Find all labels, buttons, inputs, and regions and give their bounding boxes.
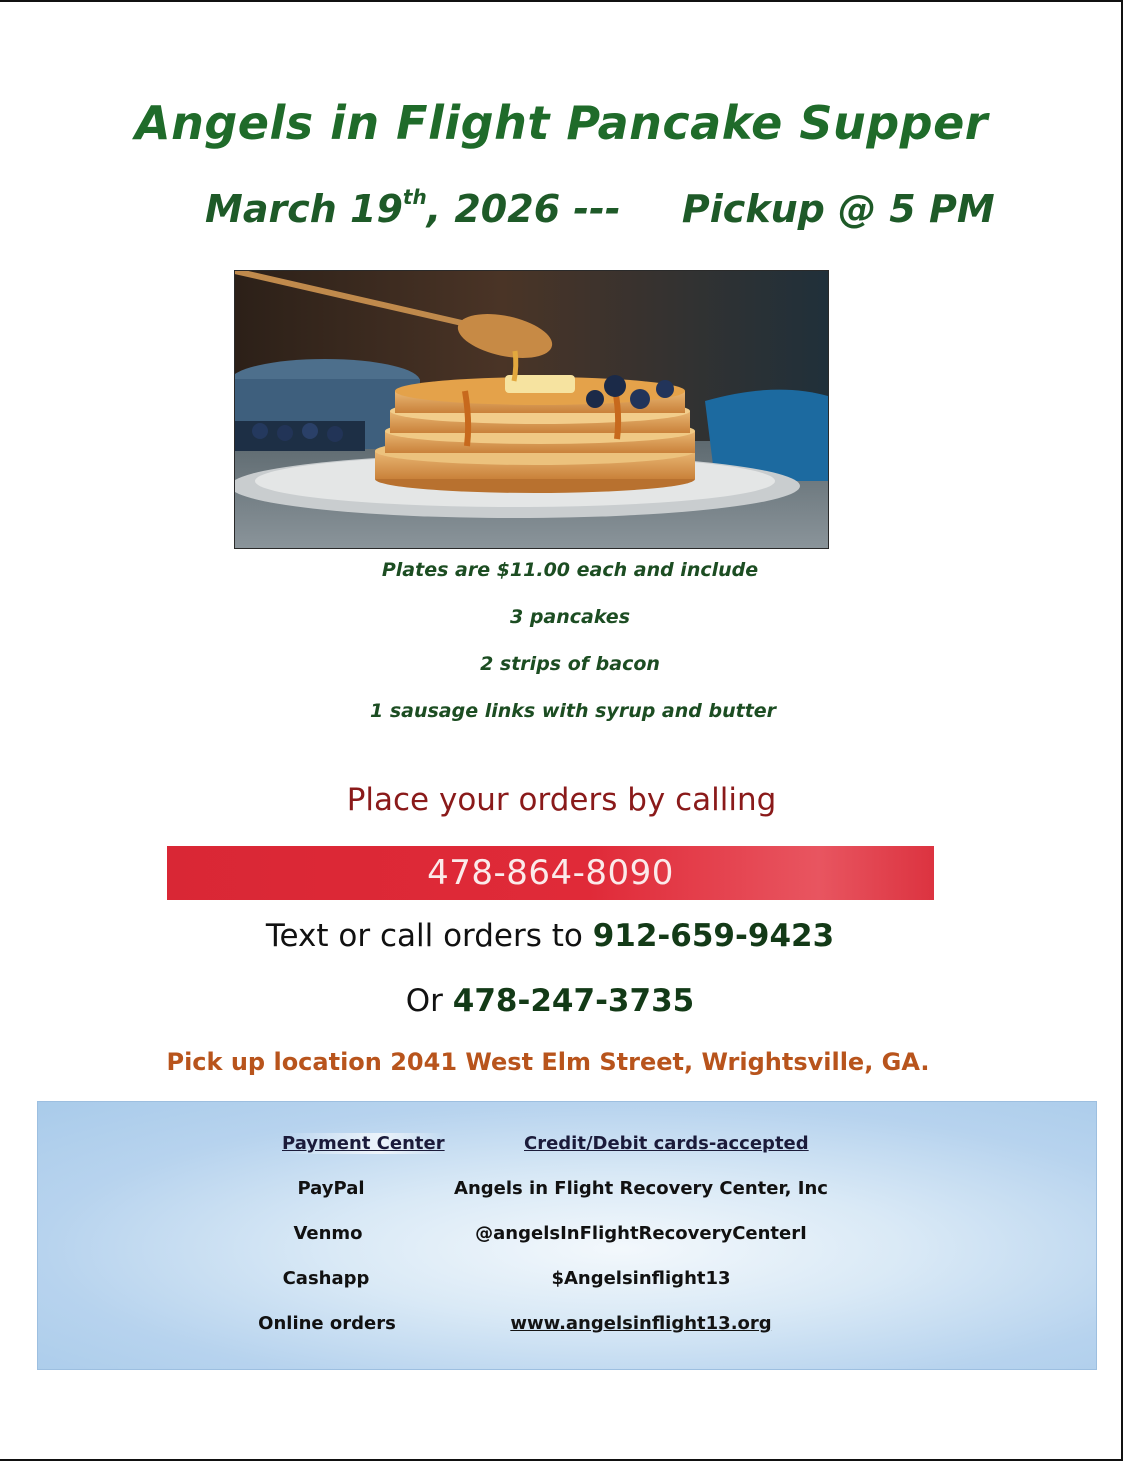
flyer-title: Angels in Flight Pancake Supper — [135, 96, 988, 150]
cards-accepted-header: Credit/Debit cards-accepted — [524, 1133, 809, 1154]
payment-value-paypal: Angels in Flight Recovery Center, Inc — [454, 1178, 828, 1199]
text-call-phone[interactable]: 912-659-9423 — [592, 918, 835, 954]
event-date-year: , 2026 --- — [426, 187, 621, 231]
plate-item-sausage: 1 sausage links with syrup and butter — [370, 700, 777, 722]
pickup-time: Pickup @ 5 PM — [681, 187, 995, 231]
payment-label-paypal: PayPal — [297, 1178, 365, 1199]
payment-value-venmo: @angelsInFlightRecoveryCenterI — [475, 1223, 807, 1244]
event-date-day: March 19 — [205, 187, 403, 231]
plate-item-pancakes: 3 pancakes — [509, 606, 631, 628]
text-call-line — [0, 918, 1100, 954]
main-phone-number[interactable]: 478-864-8090 — [427, 853, 674, 893]
alternate-phone[interactable]: 478-247-3735 — [452, 983, 695, 1019]
payment-center-header: Payment Center — [282, 1133, 445, 1154]
alternate-phone-label: Or — [405, 983, 453, 1019]
payment-center-box — [37, 1101, 1097, 1370]
event-date-line — [205, 185, 995, 231]
text-call-label: Text or call orders to — [265, 918, 593, 954]
pancake-stack-photo — [234, 270, 829, 549]
pickup-location: Pick up location 2041 West Elm Street, Wrightsville, GA. — [166, 1048, 930, 1076]
top-border — [0, 0, 1123, 2]
event-date-ordinal: th — [402, 185, 427, 209]
payment-value-online-link[interactable]: www.angelsinflight13.org — [510, 1313, 772, 1334]
plate-item-bacon: 2 strips of bacon — [480, 653, 660, 675]
payment-label-online: Online orders — [258, 1313, 396, 1334]
order-heading: Place your orders by calling — [346, 782, 777, 818]
event-date — [205, 187, 621, 231]
main-phone-bar — [167, 846, 934, 900]
pancake-illustration — [235, 271, 828, 548]
payment-label-venmo: Venmo — [293, 1223, 363, 1244]
plate-price-line: Plates are $11.00 each and include — [381, 559, 759, 581]
alternate-phone-line — [0, 983, 1100, 1019]
payment-value-cashapp: $Angelsinflight13 — [551, 1268, 731, 1289]
payment-label-cashapp: Cashapp — [282, 1268, 370, 1289]
